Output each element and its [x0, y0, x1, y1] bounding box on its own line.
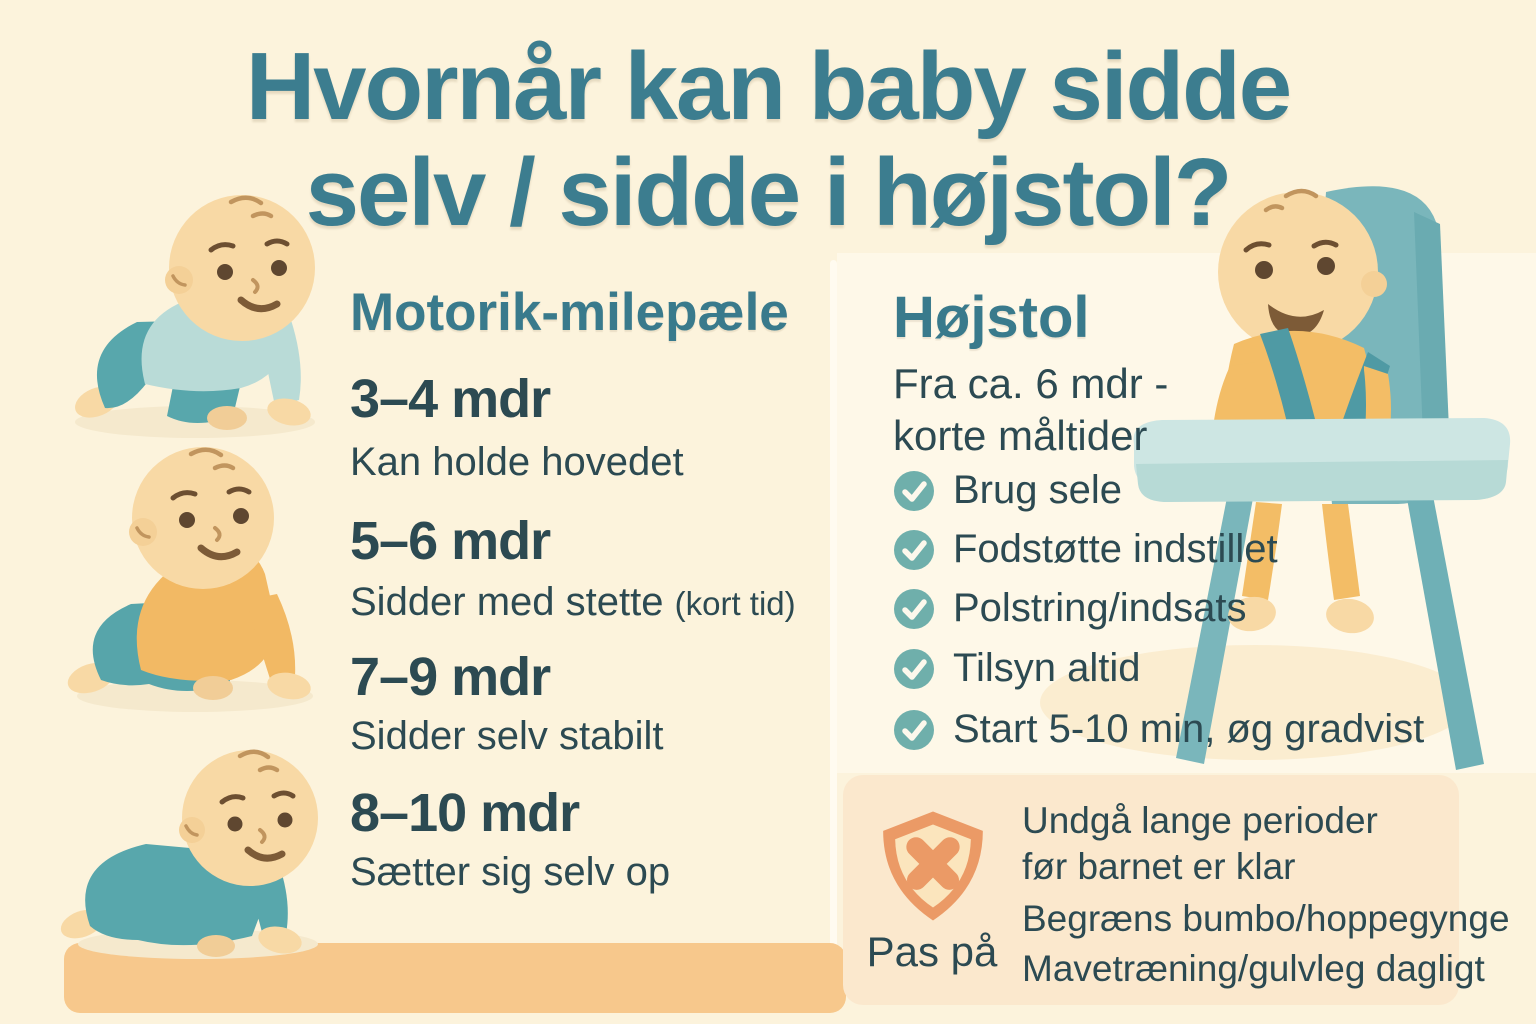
check-circle-icon: [893, 709, 935, 751]
milestone-range: 3–4 mdr: [350, 369, 551, 429]
shield-x-icon: [877, 806, 989, 926]
warning-line: Undgå lange perioder: [1022, 800, 1378, 841]
checklist-item: [893, 646, 1140, 691]
baby-in-highchair-illustration: [1118, 152, 1524, 800]
check-circle-icon: [893, 470, 935, 512]
warning-line: før barnet er klar: [1022, 846, 1296, 887]
baby-kneeling-yellow-illustration: [45, 432, 345, 720]
highchair-intro: [893, 358, 1168, 462]
milestone-range: 8–10 mdr: [350, 783, 580, 843]
highchair-heading: Højstol: [893, 285, 1090, 350]
checklist-item: [893, 527, 1278, 572]
check-circle-icon: [893, 529, 935, 571]
check-circle-icon: [893, 648, 935, 690]
milestone-desc-text: Sidder med stette: [350, 580, 675, 624]
milestones-heading: Motorik-milepæle: [350, 283, 789, 342]
baby-crawling-blue-illustration: [45, 172, 345, 444]
milestone-desc: Kan holde hovedet: [350, 440, 684, 484]
column-divider: [830, 260, 837, 1008]
check-circle-icon: [893, 588, 935, 630]
checklist-label: Polstring/indsats: [953, 586, 1247, 630]
milestone-range: 5–6 mdr: [350, 511, 551, 571]
checklist-item: [893, 707, 1424, 752]
milestone-desc: Sidder selv stabilt: [350, 714, 664, 758]
milestone-desc: [350, 580, 796, 625]
milestone-range: 7–9 mdr: [350, 647, 551, 707]
highchair-intro-line1: Fra ca. 6 mdr -: [893, 360, 1169, 407]
baby-crawling-teal-illustration: [38, 712, 350, 964]
checklist-label: Brug sele: [953, 468, 1122, 512]
checklist-label: Tilsyn altid: [953, 646, 1141, 690]
highchair-intro-line2: korte måltider: [893, 412, 1148, 459]
page-title-line1: Hvornår kan baby sidde: [245, 33, 1291, 140]
warning-line: Mavetræning/gulvleg dagligt: [1022, 948, 1485, 989]
milestone-desc: Sætter sig selv op: [350, 850, 671, 894]
page-title-line2: selv / sidde i højstol?: [305, 139, 1231, 246]
checklist-label: Fodstøtte indstillet: [953, 527, 1278, 571]
warning-label: Pas på: [866, 928, 998, 975]
milestone-desc-note: (kort tid): [674, 585, 796, 622]
checklist-item: [893, 468, 1122, 513]
warning-line: Begræns bumbo/hoppegynge: [1022, 898, 1510, 939]
checklist-item: [893, 586, 1246, 631]
checklist-label: Start 5-10 min, øg gradvist: [953, 707, 1425, 751]
